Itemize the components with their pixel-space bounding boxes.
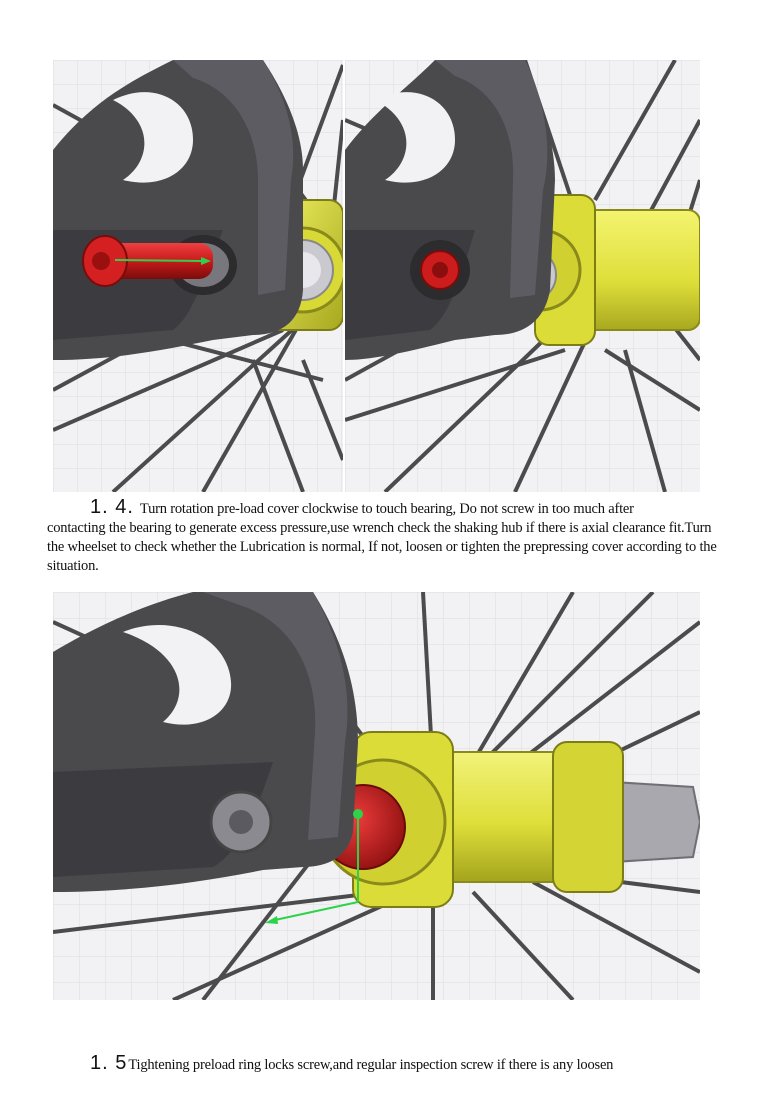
frame-dropout — [53, 592, 358, 892]
step-1-5-caption — [90, 1054, 750, 1075]
step-1-4-caption — [47, 498, 727, 576]
step-1-4-first-line — [47, 498, 727, 519]
figure-preload-ring — [53, 592, 700, 1000]
step-1-5-text: Tightening preload ring locks screw,and regular inspection screw if there is any loosen — [128, 1057, 614, 1073]
figure-axle-installed — [345, 60, 700, 492]
figure-axle-insert — [53, 60, 343, 492]
step-1-4-text-line1: Turn rotation pre-load cover clockwise to touch bearing, Do not screw in too much after — [139, 501, 634, 517]
step-number: 1. 4. — [90, 496, 134, 518]
step-number: 1. 5 — [90, 1052, 128, 1074]
step-1-4-text-rest: contacting the bearing to generate excess pressure,use wrench check the shaking hub if there is axial clearance fit.Turn the wheelset to check whether the Lubrication is normal, If not, loosen or tighten the prepressing cover according to the situation. — [47, 520, 717, 574]
